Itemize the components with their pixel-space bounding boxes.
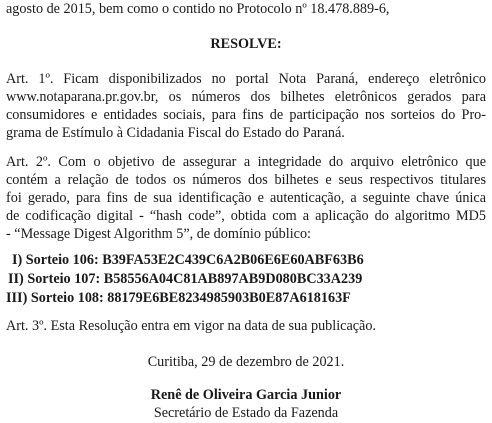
hash-code-list [6, 251, 364, 308]
article-2-line: foi gerado, para fins de sua identificação e autenticação, a seguinte chave única [6, 190, 486, 206]
preamble-line: agosto de 2015, bem como o contido no Protocolo nº 18.478.889-6, [6, 1, 390, 17]
article-1 [6, 70, 486, 142]
article-2-line: Art. 2º. Com o objetivo de assegurar a integridade do arquivo eletrônico que [6, 154, 486, 170]
signer-title: Secretário de Estado da Fazenda [153, 405, 339, 421]
article-2-line: de codificação digital - “hash code”, obtida com a aplicação do algoritmo MD5 [6, 208, 486, 224]
hash-code-item: II) Sorteio 107: B58556A04C81AB897AB9D080BC33A239 [8, 271, 363, 287]
date-line: Curitiba, 29 de dezembro de 2021. [147, 354, 345, 370]
article-1-line: Art. 1º. Ficam disponibilizados no portal Nota Paraná, endereço eletrônico [6, 71, 486, 87]
hash-code-item: III) Sorteio 108: 88179E6BE8234985903B0E87A618163F [6, 290, 351, 306]
signer-name: Renê de Oliveira Garcia Junior [150, 387, 342, 403]
article-3: Art. 3º. Esta Resolução entra em vigor na data de sua publicação. [6, 318, 376, 334]
article-1-line: grama de Estímulo à Cidadania Fiscal do Estado do Paraná. [6, 125, 345, 141]
article-2-line: contém a relação de todos os números dos bilhetes e seus respectivos titulares [6, 172, 486, 188]
article-2-line: - “Message Digest Algorithm 5”, de domínio público: [6, 226, 311, 242]
article-1-line: consumidores e entidades sociais, para fins de participação nos sorteios do Pro- [6, 107, 486, 123]
hash-code-item: I) Sorteio 106: B39FA53E2C439C6A2B06E6E60ABF63B6 [12, 252, 364, 268]
resolve-heading: RESOLVE: [210, 36, 282, 52]
article-1-line: www.notaparana.pr.gov.br, os números dos bilhetes eletrônicos gerados para [6, 89, 486, 105]
article-2 [6, 153, 486, 243]
